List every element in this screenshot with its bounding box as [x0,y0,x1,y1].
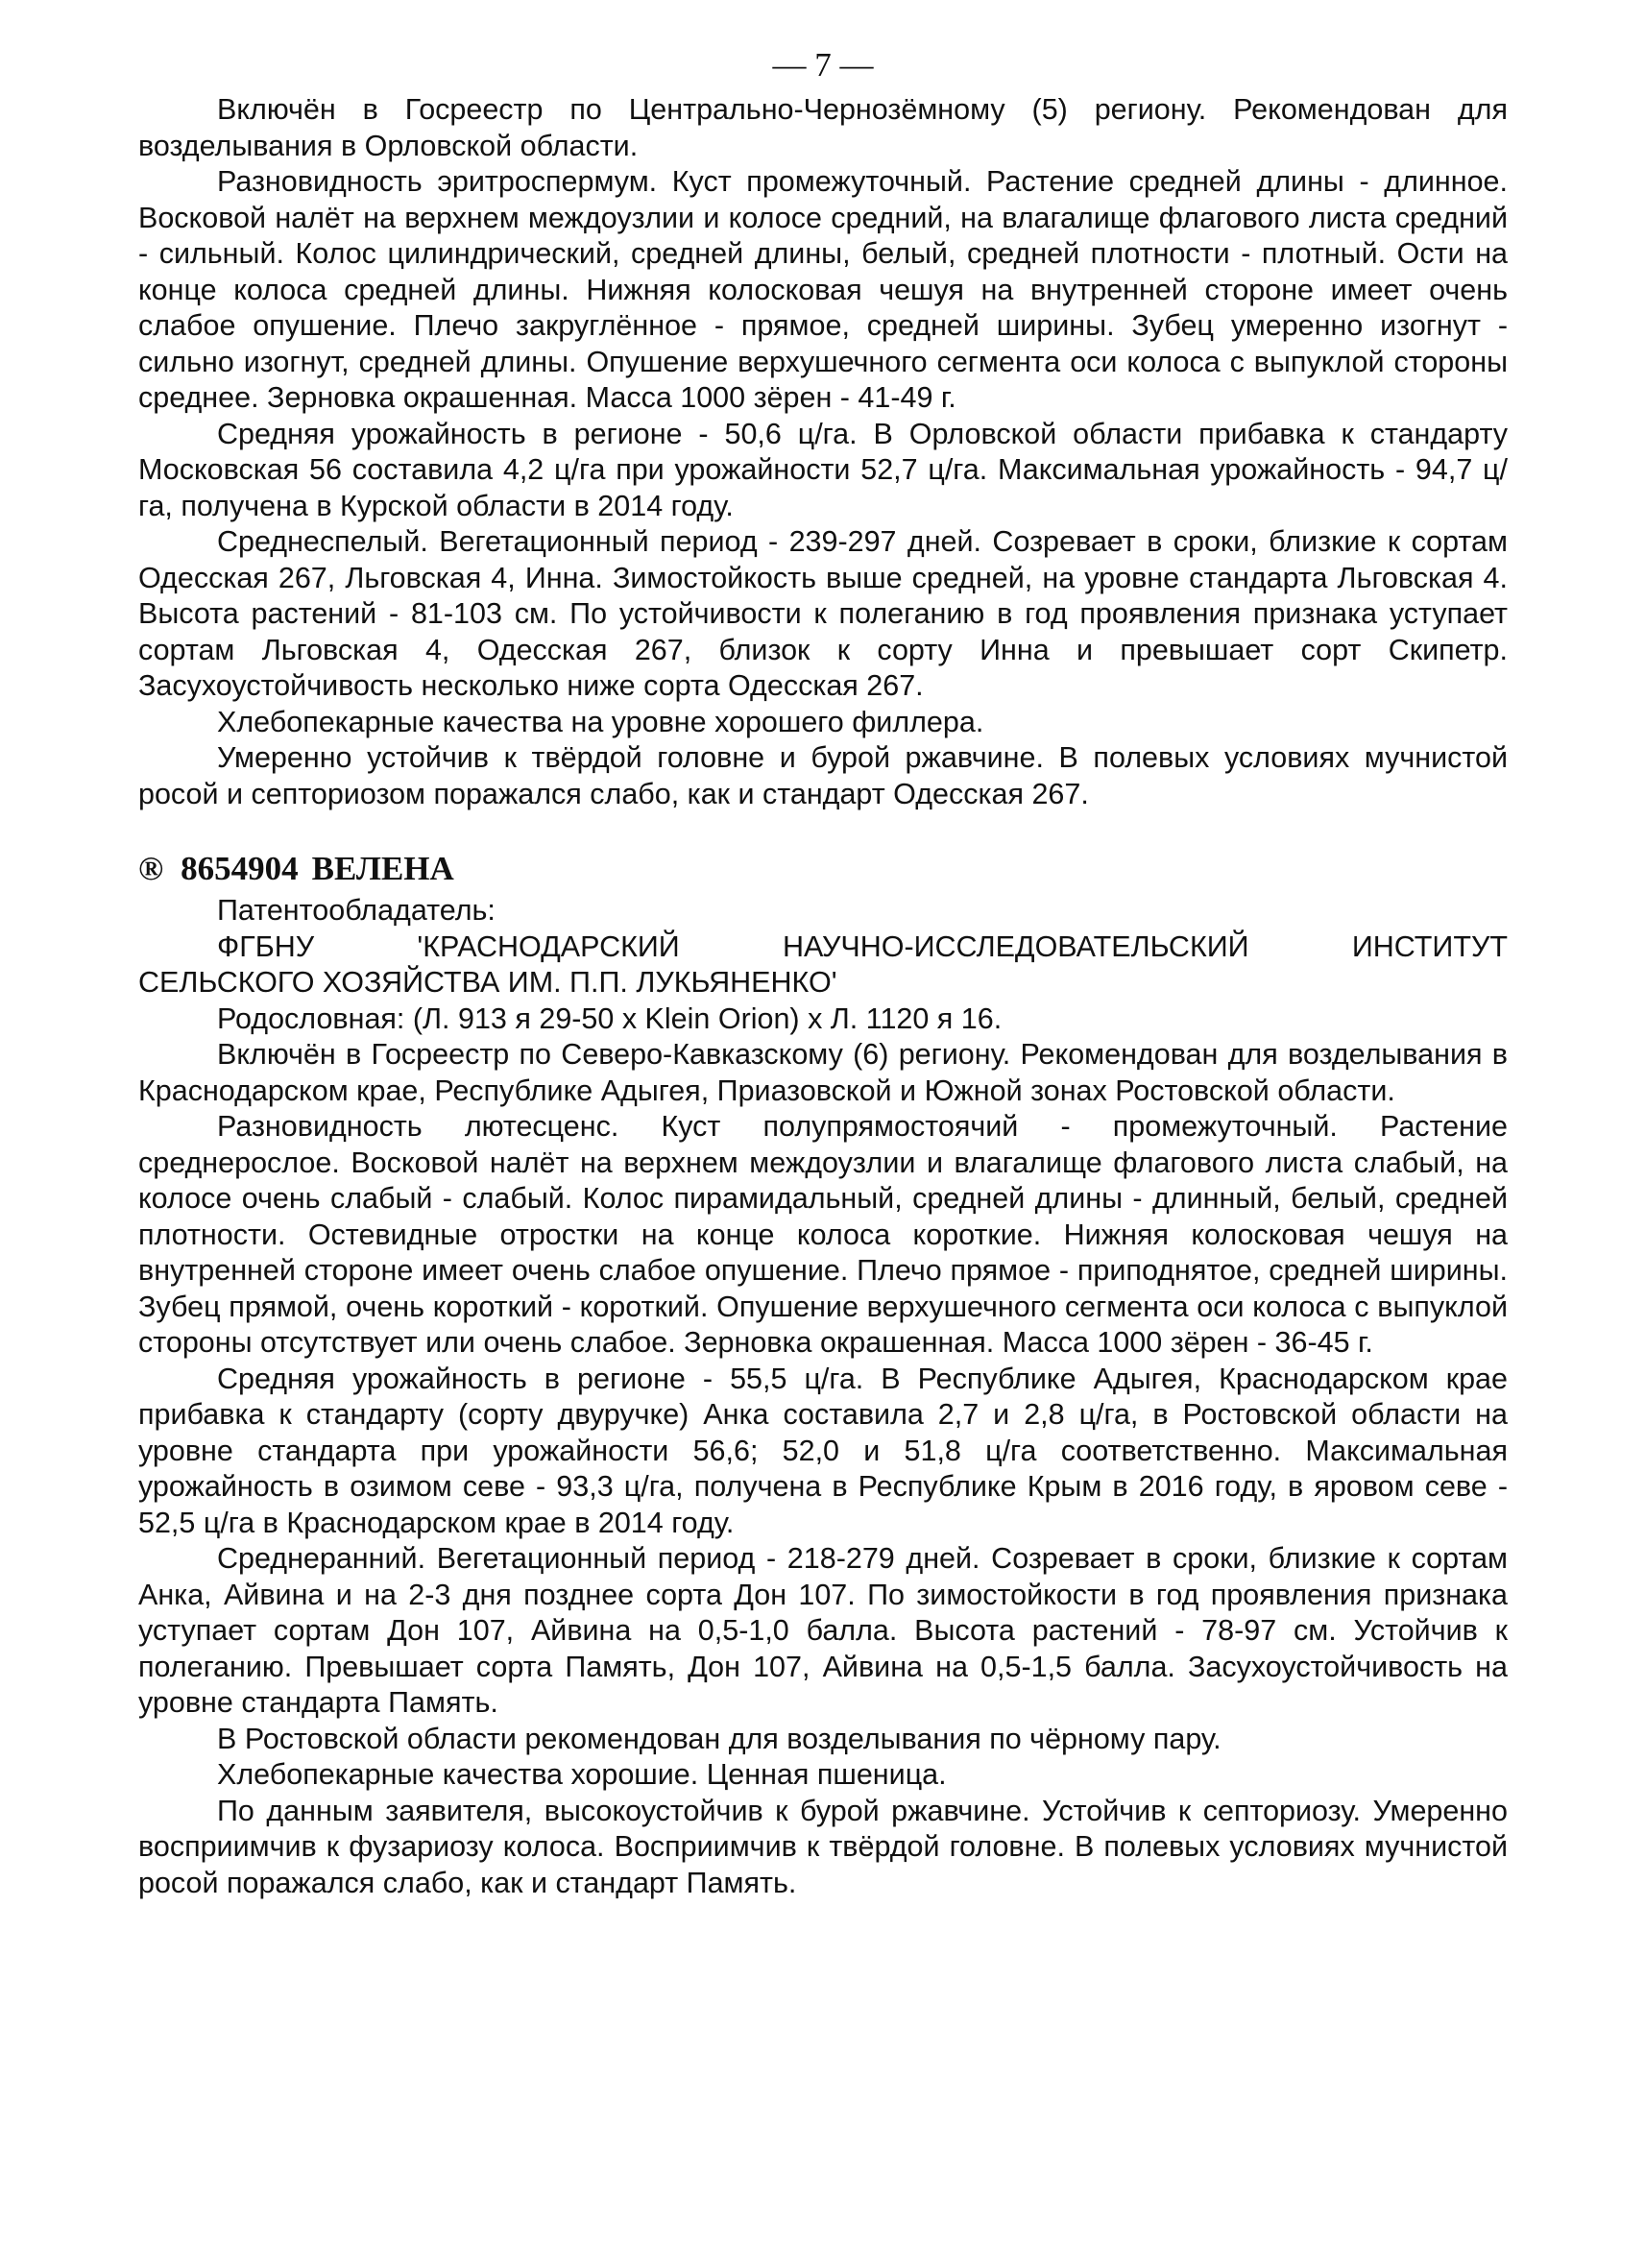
prev-paragraph-description: Разновидность эритроспермум. Куст промежуточный. Растение средней длины - длинное. Восковой налёт на верхнем междоузлии и колосе средний, на влагалище флагового листа средний - сильный. Колос цилиндрический, средней длины, белый, средней плотности - плотный. Ости на конце колоса средней длины. Нижняя колосковая чешуя на внутренней стороне имеет очень слабое опушение. Плечо закруглённое - прямое, средней ширины. Зубец умеренно изогнут - сильно изогнут, средней длины. Опушение верхушечного сегмента оси колоса с выпуклой стороны среднее. Зерновка окрашенная. Масса 1000 зёрен - 41-49 г. [138,165,1508,414]
paragraph-region: Включён в Госреестр по Северо-Кавказскому (6) региону. Рекомендован для возделывания в Краснодарском крае, Республике Адыгея, Приазовской и Южной зонах Ростовской области. [138,1038,1508,1107]
previous-entry-continuation [138,92,1508,812]
paragraph-ripeness: Среднеранний. Вегетационный период - 218-279 дней. Созревает в сроки, близкие к сортам Анка, Айвина и на 2-3 дня позднее сорта Дон 107. По зимостойкости в год проявления признака уступает сортам Дон 107, Айвина на 0,5-1,0 балла. Высота растений - 78-97 см. Устойчив к полеганию. Превышает сорта Память, Дон 107, Айвина на 0,5-1,5 балла. Засухоустойчивость на уровне стандарта Память. [138,1542,1508,1719]
prev-paragraph-resistance: Умеренно устойчив к твёрдой головне и бурой ржавчине. В полевых условиях мучнистой росой и септориозом поражался слабо, как и стандарт Одесская 267. [138,741,1508,810]
paragraph-yield: Средняя урожайность в регионе - 55,5 ц/га. В Республике Адыгея, Краснодарском крае прибавка к стандарту (сорту двуручке) Анка составила 2,7 и 2,8 ц/га, в Ростовской области на уровне стандарта при урожайности 56,6; 52,0 и 51,8 ц/га соответственно. Максимальная урожайность в озимом севе - 93,3 ц/га, получена в Республике Крым в 2016 году, в яровом севе - 52,5 ц/га в Краснодарском крае в 2014 году. [138,1362,1508,1539]
holder-label: Патентообладатель: [217,894,496,927]
entry-number: 8654904 [181,850,299,887]
entry-heading [138,849,1508,889]
registered-mark-icon: ® [138,850,164,887]
document-page [138,46,1508,1901]
page-number: — 7 — [772,46,874,84]
pedigree: Родословная: (Л. 913 я 29-50 x Klein Orion) x Л. 1120 я 16. [217,1001,1003,1035]
holder-name-line-2: СЕЛЬСКОГО ХОЗЯЙСТВА ИМ. П.П. ЛУКЬЯНЕНКО' [138,966,837,999]
prev-paragraph-yield: Средняя урожайность в регионе - 50,6 ц/га. В Орловской области прибавка к стандарту Московская 56 составила 4,2 ц/га при урожайности 52,7 ц/га. Максимальная урожайность - 94,7 ц/га, получена в Курской области в 2014 году. [138,417,1508,522]
paragraph-resistance: По данным заявителя, высокоустойчив к бурой ржавчине. Устойчив к септориозу. Умеренно восприимчив к фузариозу колоса. Восприимчив к твёрдой головне. В полевых условиях мучнистой росой поражался слабо, как и стандарт Память. [138,1794,1508,1899]
prev-paragraph-ripeness: Среднеспелый. Вегетационный период - 239-297 дней. Созревает в сроки, близкие к сортам Одесская 267, Льговская 4, Инна. Зимостойкость выше средней, на уровне стандарта Льговская 4. Высота растений - 81-103 см. По устойчивости к полеганию в год проявления признака уступает сортам Льговская 4, Одесская 267, близок к сорту Инна и превышает сорт Скипетр. Засухоустойчивость несколько ниже сорта Одесская 267. [138,525,1508,702]
paragraph-baking: Хлебопекарные качества хорошие. Ценная пшеница. [217,1758,947,1791]
prev-paragraph-baking: Хлебопекарные качества на уровне хорошего филлера. [217,705,984,738]
paragraph-description: Разновидность лютесценс. Куст полупрямостоячий - промежуточный. Растение среднерослое. Восковой налёт на верхнем междоузлии и влагалище флагового листа слабый, на колосе очень слабый - слабый. Колос пирамидальный, средней длины - длинный, белый, средней плотности. Остевидные отростки на конце колоса короткие. Нижняя колосковая чешуя на внутренней стороне имеет очень слабое опушение. Плечо прямое - приподнятое, средней ширины. Зубец прямой, очень короткий - короткий. Опушение верхушечного сегмента оси колоса с выпуклой стороны отсутствует или очень слабое. Зерновка окрашенная. Масса 1000 зёрен - 36-45 г. [138,1110,1508,1359]
prev-paragraph-region: Включён в Госреестр по Центрально-Чернозёмному (5) региону. Рекомендован для возделывания в Орловской области. [138,93,1508,162]
variety-entry [138,849,1508,1901]
paragraph-rostov: В Ростовской области рекомендован для возделывания по чёрному пару. [217,1722,1222,1755]
variety-name: ВЕЛЕНА [311,850,454,887]
holder-name-line-1: ФГБНУ 'КРАСНОДАРСКИЙ НАУЧНО-ИССЛЕДОВАТЕЛЬСКИЙ ИНСТИТУТ [217,929,1508,963]
